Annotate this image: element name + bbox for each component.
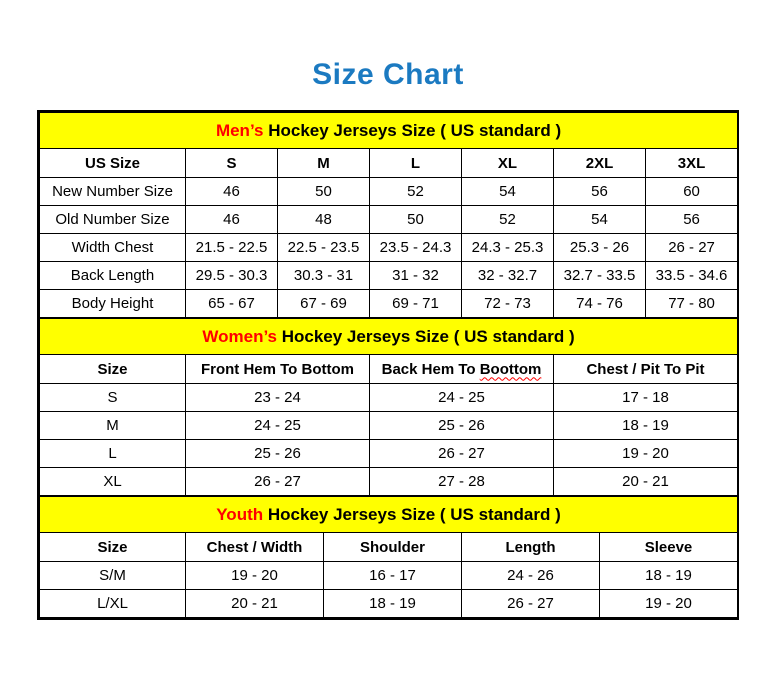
column-header-2xl: 2XL — [554, 149, 646, 178]
data-cell: 50 — [370, 206, 462, 234]
mens-caption-highlight: Men’s — [215, 120, 264, 140]
table-row — [40, 262, 738, 290]
back-hem-misspelled-word: Boottom — [479, 360, 542, 378]
data-cell: 33.5 - 34.6 — [646, 262, 738, 290]
womens-header-row — [40, 355, 738, 384]
page-title: Size Chart — [312, 58, 464, 91]
data-cell: 74 - 76 — [554, 290, 646, 318]
youth-caption-highlight: Youth — [216, 504, 264, 524]
table-row — [40, 178, 738, 206]
column-header-3xl: 3XL — [646, 149, 738, 178]
data-cell: 54 — [554, 206, 646, 234]
data-cell: 25.3 - 26 — [554, 234, 646, 262]
data-cell: 24.3 - 25.3 — [462, 234, 554, 262]
column-header-shoulder: Shoulder — [324, 533, 462, 562]
table-row — [40, 206, 738, 234]
data-cell: 32.7 - 33.5 — [554, 262, 646, 290]
table-row — [40, 384, 738, 412]
data-cell: 69 - 71 — [370, 290, 462, 318]
data-cell: 17 - 18 — [554, 384, 738, 412]
column-header-back-hem — [370, 355, 554, 384]
data-cell: 21.5 - 22.5 — [186, 234, 278, 262]
mens-caption-rest: Hockey Jerseys Size ( US standard ) — [263, 120, 562, 140]
data-cell: 30.3 - 31 — [278, 262, 370, 290]
data-cell: 56 — [646, 206, 738, 234]
youth-size-table — [39, 496, 738, 618]
column-header-sleeve: Sleeve — [600, 533, 738, 562]
data-cell: 72 - 73 — [462, 290, 554, 318]
row-label: S — [40, 384, 186, 412]
data-cell: 32 - 32.7 — [462, 262, 554, 290]
row-label: L — [40, 440, 186, 468]
column-header-us-size: US Size — [40, 149, 186, 178]
row-label: XL — [40, 468, 186, 496]
data-cell: 46 — [186, 178, 278, 206]
youth-header-row — [40, 533, 738, 562]
table-row — [40, 290, 738, 318]
row-label: Width Chest — [40, 234, 186, 262]
row-label: S/M — [40, 562, 186, 590]
data-cell: 26 - 27 — [186, 468, 370, 496]
data-cell: 60 — [646, 178, 738, 206]
womens-caption-row — [40, 319, 738, 355]
row-label: Back Length — [40, 262, 186, 290]
data-cell: 24 - 25 — [370, 384, 554, 412]
back-hem-text: Back Hem To — [381, 360, 480, 378]
row-label: Body Height — [40, 290, 186, 318]
womens-size-table — [39, 318, 738, 496]
womens-caption-rest: Hockey Jerseys Size ( US standard ) — [277, 326, 575, 346]
data-cell: 18 - 19 — [600, 562, 738, 590]
data-cell: 25 - 26 — [370, 412, 554, 440]
column-header-xl: XL — [462, 149, 554, 178]
column-header-chest-width: Chest / Width — [186, 533, 324, 562]
womens-caption-cell — [40, 319, 738, 355]
data-cell: 18 - 19 — [324, 590, 462, 618]
data-cell: 26 - 27 — [462, 590, 600, 618]
column-header-front-hem: Front Hem To Bottom — [186, 355, 370, 384]
column-header-chest: Chest / Pit To Pit — [554, 355, 738, 384]
data-cell: 29.5 - 30.3 — [186, 262, 278, 290]
table-row — [40, 590, 738, 618]
data-cell: 16 - 17 — [324, 562, 462, 590]
table-row — [40, 412, 738, 440]
data-cell: 50 — [278, 178, 370, 206]
mens-caption-row — [40, 113, 738, 149]
data-cell: 52 — [462, 206, 554, 234]
table-row — [40, 562, 738, 590]
data-cell: 20 - 21 — [186, 590, 324, 618]
data-cell: 56 — [554, 178, 646, 206]
data-cell: 18 - 19 — [554, 412, 738, 440]
row-label: Old Number Size — [40, 206, 186, 234]
mens-size-table — [39, 112, 738, 318]
mens-header-row — [40, 149, 738, 178]
row-label: New Number Size — [40, 178, 186, 206]
size-chart-container — [37, 110, 739, 620]
data-cell: 27 - 28 — [370, 468, 554, 496]
mens-caption-cell — [40, 113, 738, 149]
data-cell: 22.5 - 23.5 — [278, 234, 370, 262]
youth-caption-cell — [40, 497, 738, 533]
table-row — [40, 440, 738, 468]
data-cell: 48 — [278, 206, 370, 234]
data-cell: 23 - 24 — [186, 384, 370, 412]
column-header-l: L — [370, 149, 462, 178]
table-row — [40, 468, 738, 496]
youth-caption-rest: Hockey Jerseys Size ( US standard ) — [263, 504, 561, 524]
column-header-s: S — [186, 149, 278, 178]
column-header-size: Size — [40, 533, 186, 562]
data-cell: 25 - 26 — [186, 440, 370, 468]
data-cell: 26 - 27 — [646, 234, 738, 262]
data-cell: 19 - 20 — [600, 590, 738, 618]
data-cell: 67 - 69 — [278, 290, 370, 318]
data-cell: 52 — [370, 178, 462, 206]
table-row — [40, 234, 738, 262]
data-cell: 19 - 20 — [554, 440, 738, 468]
row-label: L/XL — [40, 590, 186, 618]
column-header-m: M — [278, 149, 370, 178]
womens-caption-highlight: Women’s — [202, 326, 277, 346]
data-cell: 65 - 67 — [186, 290, 278, 318]
youth-caption-row — [40, 497, 738, 533]
data-cell: 46 — [186, 206, 278, 234]
data-cell: 24 - 25 — [186, 412, 370, 440]
data-cell: 77 - 80 — [646, 290, 738, 318]
data-cell: 23.5 - 24.3 — [370, 234, 462, 262]
column-header-length: Length — [462, 533, 600, 562]
data-cell: 54 — [462, 178, 554, 206]
data-cell: 24 - 26 — [462, 562, 600, 590]
data-cell: 26 - 27 — [370, 440, 554, 468]
data-cell: 20 - 21 — [554, 468, 738, 496]
column-header-size: Size — [40, 355, 186, 384]
data-cell: 31 - 32 — [370, 262, 462, 290]
row-label: M — [40, 412, 186, 440]
data-cell: 19 - 20 — [186, 562, 324, 590]
